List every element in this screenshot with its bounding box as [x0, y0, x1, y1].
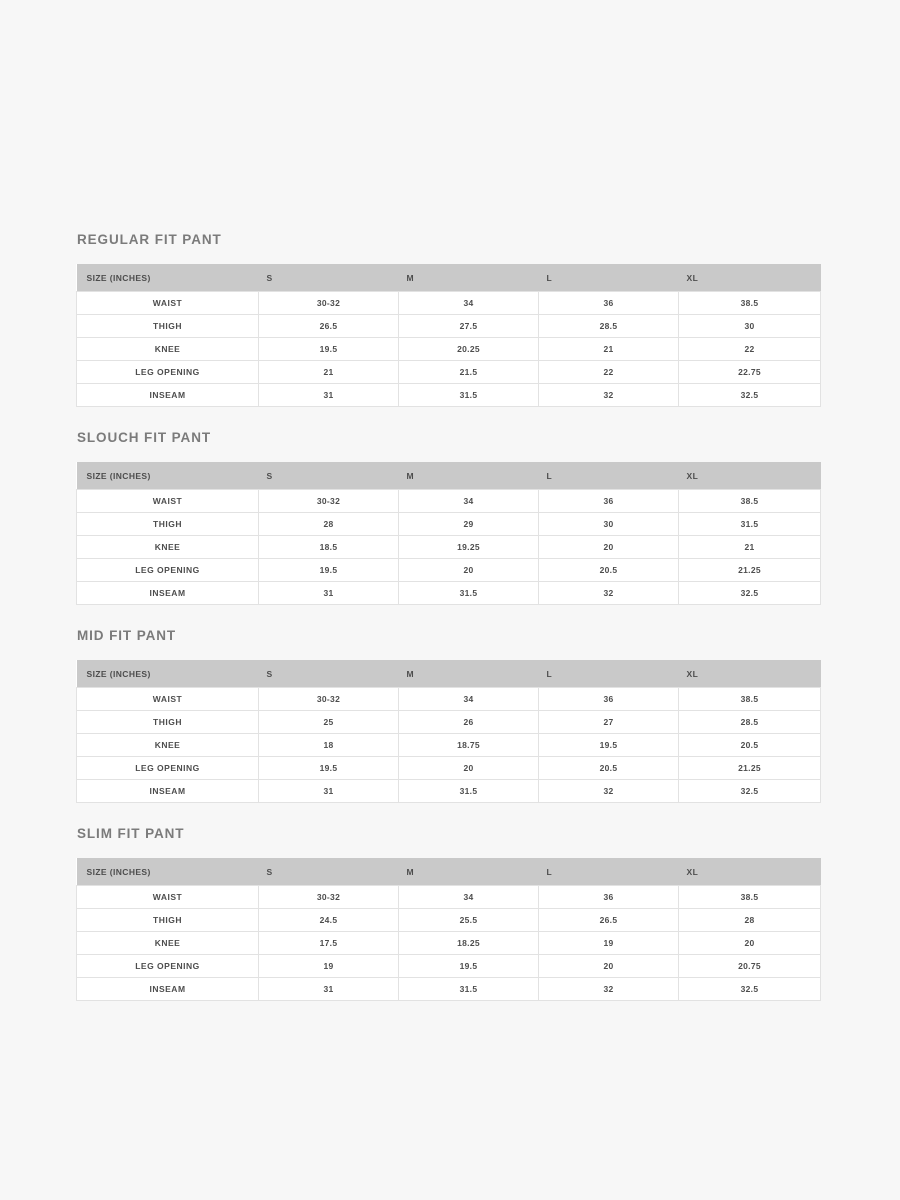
column-header-m: M [399, 660, 539, 688]
cell-value: 20 [539, 536, 679, 559]
cell-value: 32.5 [679, 780, 821, 803]
cell-value: 38.5 [679, 886, 821, 909]
cell-value: 20 [539, 955, 679, 978]
cell-value: 20.5 [539, 559, 679, 582]
cell-value: 19.5 [539, 734, 679, 757]
column-header-s: S [259, 264, 399, 292]
row-label: INSEAM [77, 384, 259, 407]
row-label: THIGH [77, 315, 259, 338]
size-table [76, 660, 821, 803]
cell-value: 18 [259, 734, 399, 757]
table-header-row [77, 264, 821, 292]
cell-value: 32 [539, 978, 679, 1001]
table-row [77, 536, 821, 559]
column-header-xl: XL [679, 462, 821, 490]
size-section-mid-fit-pant [76, 628, 824, 803]
cell-value: 26 [399, 711, 539, 734]
cell-value: 19.5 [399, 955, 539, 978]
column-header-m: M [399, 264, 539, 292]
column-header-size: SIZE (INCHES) [77, 462, 259, 490]
cell-value: 20.5 [679, 734, 821, 757]
cell-value: 38.5 [679, 490, 821, 513]
cell-value: 30-32 [259, 688, 399, 711]
row-label: INSEAM [77, 978, 259, 1001]
row-label: KNEE [77, 536, 259, 559]
cell-value: 31 [259, 978, 399, 1001]
column-header-s: S [259, 660, 399, 688]
cell-value: 22 [539, 361, 679, 384]
cell-value: 27 [539, 711, 679, 734]
column-header-xl: XL [679, 264, 821, 292]
table-row [77, 780, 821, 803]
cell-value: 31.5 [679, 513, 821, 536]
cell-value: 34 [399, 886, 539, 909]
cell-value: 19 [259, 955, 399, 978]
table-row [77, 932, 821, 955]
section-title: SLIM FIT PANT [77, 826, 185, 841]
cell-value: 32.5 [679, 978, 821, 1001]
cell-value: 17.5 [259, 932, 399, 955]
table-row [77, 711, 821, 734]
cell-value: 34 [399, 490, 539, 513]
cell-value: 32.5 [679, 582, 821, 605]
table-row [77, 361, 821, 384]
table-row [77, 338, 821, 361]
row-label: THIGH [77, 711, 259, 734]
column-header-l: L [539, 462, 679, 490]
section-title: REGULAR FIT PANT [77, 232, 222, 247]
column-header-s: S [259, 462, 399, 490]
cell-value: 24.5 [259, 909, 399, 932]
table-row [77, 757, 821, 780]
cell-value: 26.5 [259, 315, 399, 338]
table-header-row [77, 660, 821, 688]
row-label: LEG OPENING [77, 559, 259, 582]
cell-value: 30-32 [259, 292, 399, 315]
table-row [77, 513, 821, 536]
cell-value: 21 [259, 361, 399, 384]
cell-value: 26.5 [539, 909, 679, 932]
table-row [77, 582, 821, 605]
row-label: WAIST [77, 886, 259, 909]
cell-value: 20.75 [679, 955, 821, 978]
cell-value: 32 [539, 384, 679, 407]
cell-value: 28 [259, 513, 399, 536]
size-section-slim-fit-pant [76, 826, 824, 1001]
cell-value: 36 [539, 886, 679, 909]
column-header-size: SIZE (INCHES) [77, 858, 259, 886]
cell-value: 31 [259, 384, 399, 407]
column-header-s: S [259, 858, 399, 886]
row-label: INSEAM [77, 780, 259, 803]
cell-value: 30-32 [259, 490, 399, 513]
table-row [77, 315, 821, 338]
size-section-slouch-fit-pant [76, 430, 824, 605]
column-header-m: M [399, 858, 539, 886]
section-title: SLOUCH FIT PANT [77, 430, 211, 445]
cell-value: 20 [679, 932, 821, 955]
table-row [77, 559, 821, 582]
cell-value: 25 [259, 711, 399, 734]
table-row [77, 978, 821, 1001]
table-row [77, 490, 821, 513]
cell-value: 30 [539, 513, 679, 536]
cell-value: 21.5 [399, 361, 539, 384]
row-label: INSEAM [77, 582, 259, 605]
cell-value: 19.5 [259, 559, 399, 582]
table-header-row [77, 462, 821, 490]
cell-value: 34 [399, 688, 539, 711]
cell-value: 28.5 [539, 315, 679, 338]
size-table [76, 264, 821, 407]
cell-value: 19 [539, 932, 679, 955]
row-label: KNEE [77, 932, 259, 955]
row-label: LEG OPENING [77, 361, 259, 384]
cell-value: 32.5 [679, 384, 821, 407]
cell-value: 29 [399, 513, 539, 536]
table-header-row [77, 858, 821, 886]
cell-value: 18.75 [399, 734, 539, 757]
row-label: LEG OPENING [77, 955, 259, 978]
cell-value: 22.75 [679, 361, 821, 384]
row-label: WAIST [77, 688, 259, 711]
column-header-l: L [539, 660, 679, 688]
cell-value: 36 [539, 490, 679, 513]
cell-value: 20.5 [539, 757, 679, 780]
cell-value: 30 [679, 315, 821, 338]
column-header-l: L [539, 264, 679, 292]
column-header-xl: XL [679, 660, 821, 688]
section-title: MID FIT PANT [77, 628, 177, 643]
cell-value: 20.25 [399, 338, 539, 361]
cell-value: 31.5 [399, 384, 539, 407]
cell-value: 31 [259, 582, 399, 605]
cell-value: 19.25 [399, 536, 539, 559]
size-section-regular-fit-pant [76, 232, 824, 407]
size-table [76, 858, 821, 1001]
cell-value: 36 [539, 292, 679, 315]
row-label: KNEE [77, 734, 259, 757]
column-header-m: M [399, 462, 539, 490]
table-row [77, 688, 821, 711]
cell-value: 30-32 [259, 886, 399, 909]
cell-value: 31.5 [399, 582, 539, 605]
cell-value: 31 [259, 780, 399, 803]
row-label: LEG OPENING [77, 757, 259, 780]
row-label: THIGH [77, 909, 259, 932]
column-header-l: L [539, 858, 679, 886]
table-row [77, 384, 821, 407]
table-row [77, 886, 821, 909]
column-header-size: SIZE (INCHES) [77, 264, 259, 292]
column-header-size: SIZE (INCHES) [77, 660, 259, 688]
cell-value: 20 [399, 559, 539, 582]
cell-value: 34 [399, 292, 539, 315]
cell-value: 21 [679, 536, 821, 559]
table-row [77, 292, 821, 315]
cell-value: 19.5 [259, 757, 399, 780]
cell-value: 20 [399, 757, 539, 780]
row-label: WAIST [77, 292, 259, 315]
cell-value: 21.25 [679, 757, 821, 780]
table-row [77, 955, 821, 978]
cell-value: 21 [539, 338, 679, 361]
cell-value: 32 [539, 582, 679, 605]
cell-value: 27.5 [399, 315, 539, 338]
cell-value: 28.5 [679, 711, 821, 734]
cell-value: 38.5 [679, 688, 821, 711]
table-row [77, 909, 821, 932]
cell-value: 38.5 [679, 292, 821, 315]
cell-value: 31.5 [399, 978, 539, 1001]
cell-value: 21.25 [679, 559, 821, 582]
cell-value: 25.5 [399, 909, 539, 932]
row-label: THIGH [77, 513, 259, 536]
cell-value: 31.5 [399, 780, 539, 803]
size-table [76, 462, 821, 605]
cell-value: 18.25 [399, 932, 539, 955]
column-header-xl: XL [679, 858, 821, 886]
cell-value: 32 [539, 780, 679, 803]
cell-value: 36 [539, 688, 679, 711]
table-row [77, 734, 821, 757]
cell-value: 22 [679, 338, 821, 361]
cell-value: 28 [679, 909, 821, 932]
cell-value: 18.5 [259, 536, 399, 559]
cell-value: 19.5 [259, 338, 399, 361]
row-label: WAIST [77, 490, 259, 513]
row-label: KNEE [77, 338, 259, 361]
